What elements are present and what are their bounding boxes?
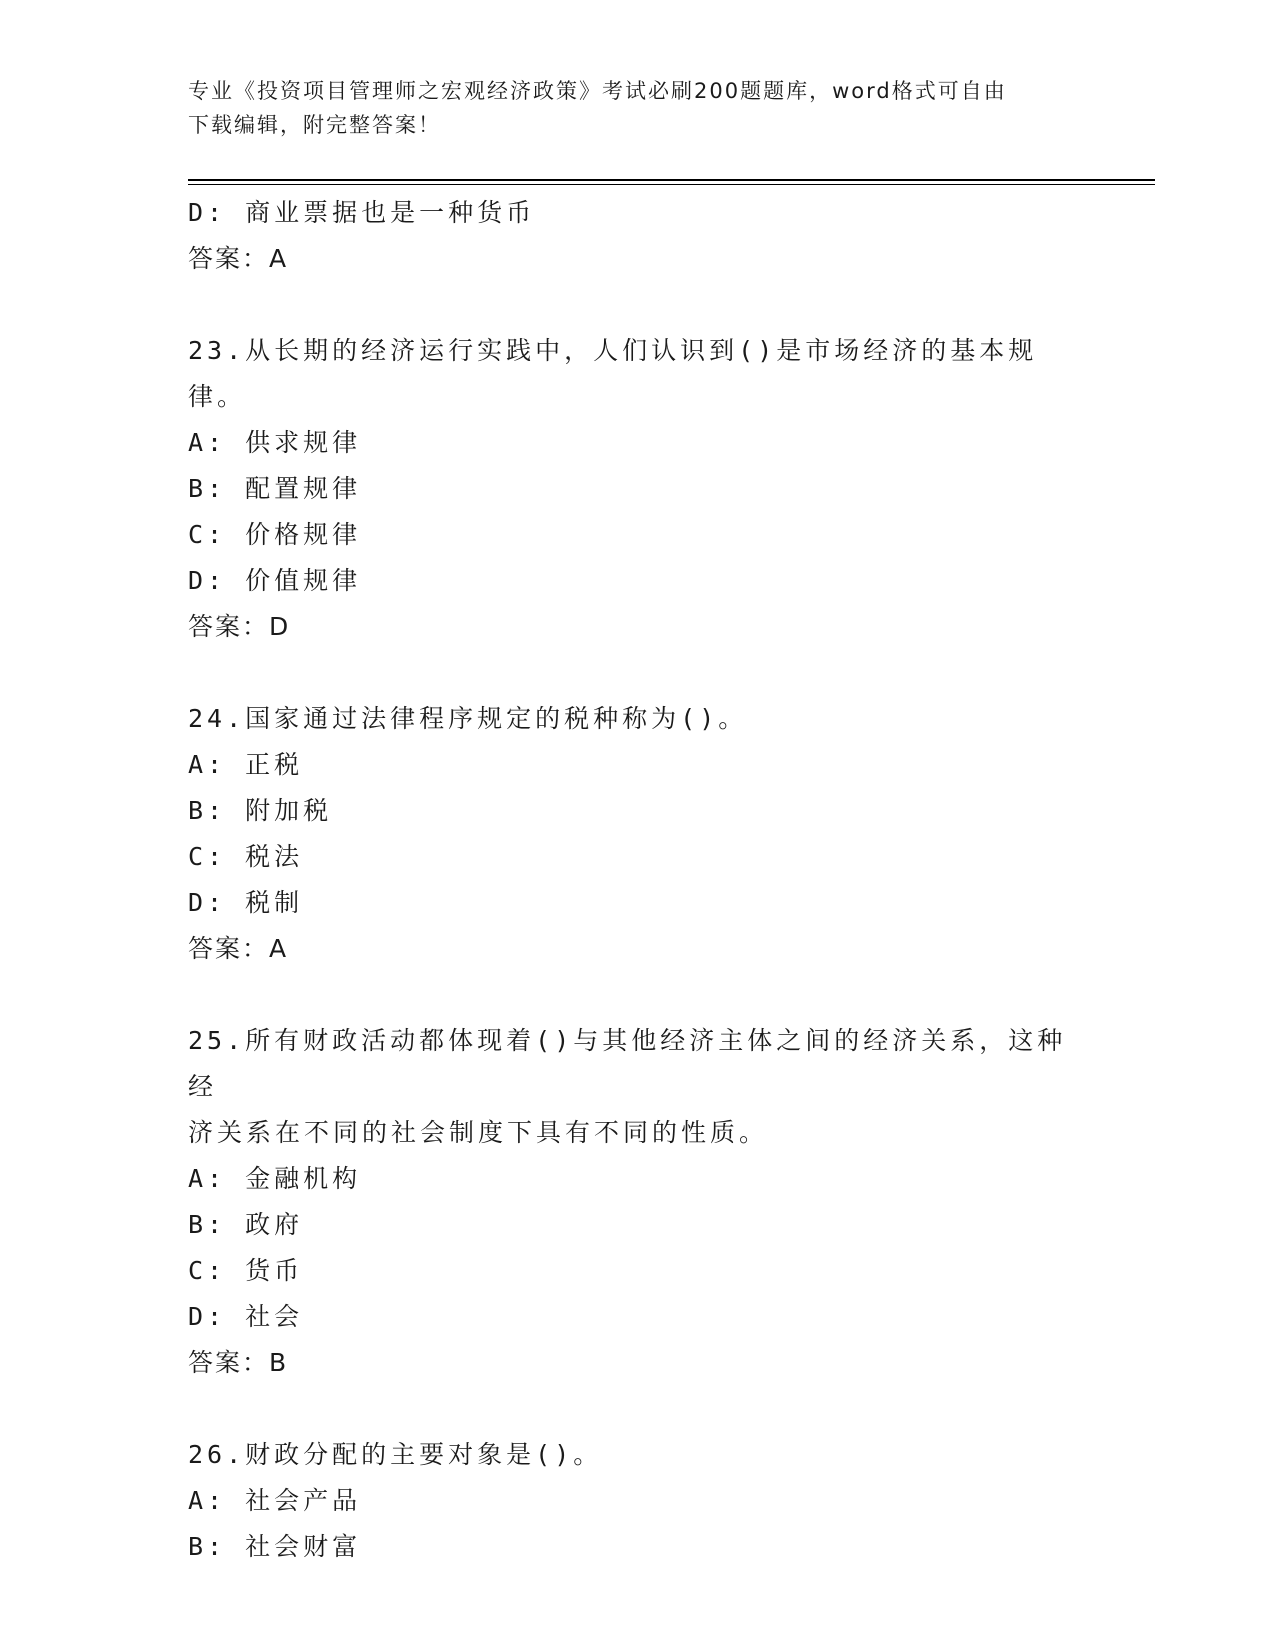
option-b: B: 附加税	[188, 796, 333, 825]
question-25	[188, 1018, 1088, 1386]
question-23	[188, 328, 1088, 650]
question-text-line-1: 25.所有财政活动都体现着()与其他经济主体之间的经济关系，这种经	[188, 1026, 1067, 1101]
option-c: C: 货币	[188, 1256, 304, 1285]
option-c: C: 税法	[188, 842, 304, 871]
question-26	[188, 1432, 1088, 1570]
option-a: A: 社会产品	[188, 1486, 362, 1515]
question-text: 26.财政分配的主要对象是()。	[188, 1440, 603, 1469]
answer-line: 答案：B	[188, 1348, 289, 1377]
document-header	[188, 74, 1088, 142]
header-line-2: 下载编辑，附完整答案！	[188, 113, 441, 137]
option-d: D: 税制	[188, 888, 304, 917]
option-b: B: 配置规律	[188, 474, 362, 503]
question-24	[188, 696, 1088, 972]
option-d: D: 价值规律	[188, 566, 362, 595]
previous-question-tail	[188, 190, 1088, 282]
option-b: B: 社会财富	[188, 1532, 362, 1561]
option-a: A: 正税	[188, 750, 304, 779]
header-line-1: 专业《投资项目管理师之宏观经济政策》考试必刷200题题库，word格式可自由	[188, 79, 1007, 103]
question-text-line-2: 济关系在不同的社会制度下具有不同的性质。	[188, 1118, 769, 1147]
question-text: 23.从长期的经济运行实践中，人们认识到()是市场经济的基本规律。	[188, 336, 1038, 411]
option-c: C: 价格规律	[188, 520, 362, 549]
question-list	[188, 190, 1088, 1570]
option-a: A: 金融机构	[188, 1164, 362, 1193]
answer-line: 答案：A	[188, 934, 289, 963]
option-d: D: 社会	[188, 1302, 304, 1331]
answer-line: 答案：D	[188, 612, 291, 641]
question-text: 24.国家通过法律程序规定的税种称为()。	[188, 704, 748, 733]
option-b: B: 政府	[188, 1210, 304, 1239]
header-divider-thin	[188, 184, 1155, 185]
answer-line: 答案：A	[188, 244, 289, 273]
header-divider-thick	[188, 179, 1155, 181]
option-a: A: 供求规律	[188, 428, 362, 457]
option-d: D: 商业票据也是一种货币	[188, 198, 536, 227]
